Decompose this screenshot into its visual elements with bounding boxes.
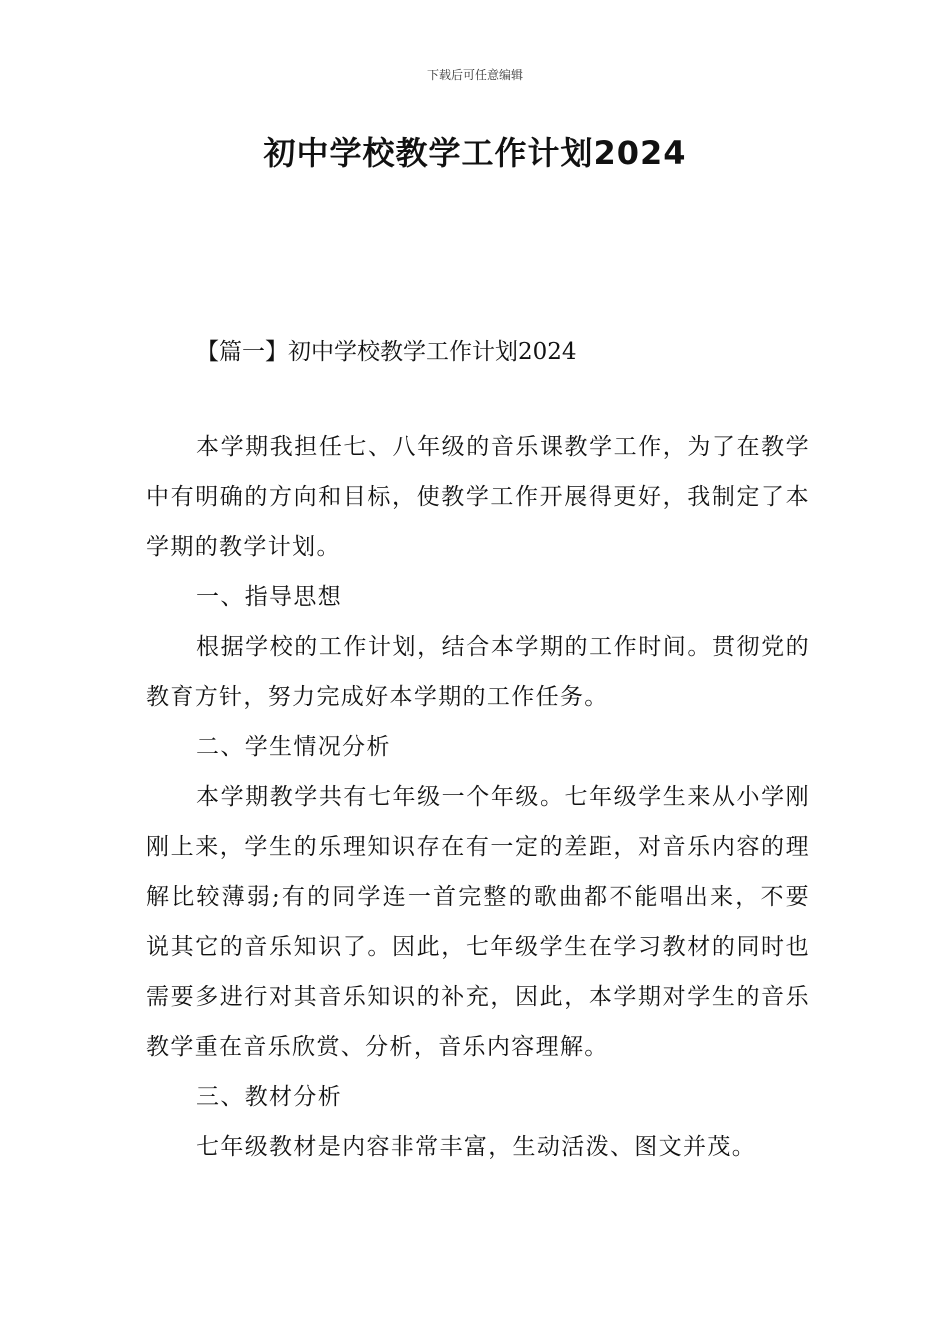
paragraph-intro: 本学期我担任七、八年级的音乐课教学工作，为了在教学中有明确的方向和目标，使教学工作开展得更好，我制定了本学期的教学计划。 [146,434,810,560]
paragraph-student-analysis: 本学期教学共有七年级一个年级。七年级学生来从小学刚刚上来，学生的乐理知识存在有一定的差距，对音乐内容的理解比较薄弱;有的同学连一首完整的歌曲都不能唱出来，不要说其它的音乐知识了。因此，七年级学生在学习教材的同时也需要多进行对其音乐知识的补充，因此，本学期对学生的音乐教学重在音乐欣赏、分析，音乐内容理解。 [146,784,810,1060]
paragraph-guiding-thought: 根据学校的工作计划，结合本学期的工作时间。贯彻党的教育方针，努力完成好本学期的工作任务。 [146,634,810,710]
document-title: 初中学校教学工作计划2024 [263,134,687,172]
document-body [146,422,810,1172]
section-heading: 【篇一】初中学校教学工作计划2024 [196,339,577,365]
paragraph-textbook-analysis: 七年级教材是内容非常丰富，生动活泼、图文并茂。 [196,1134,757,1160]
header-note: 下载后可任意编辑 [426,68,523,82]
subheading-textbook-analysis: 三、教材分析 [196,1084,343,1110]
subheading-student-analysis: 二、学生情况分析 [196,734,391,760]
subheading-guiding-thought: 一、指导思想 [196,584,343,610]
